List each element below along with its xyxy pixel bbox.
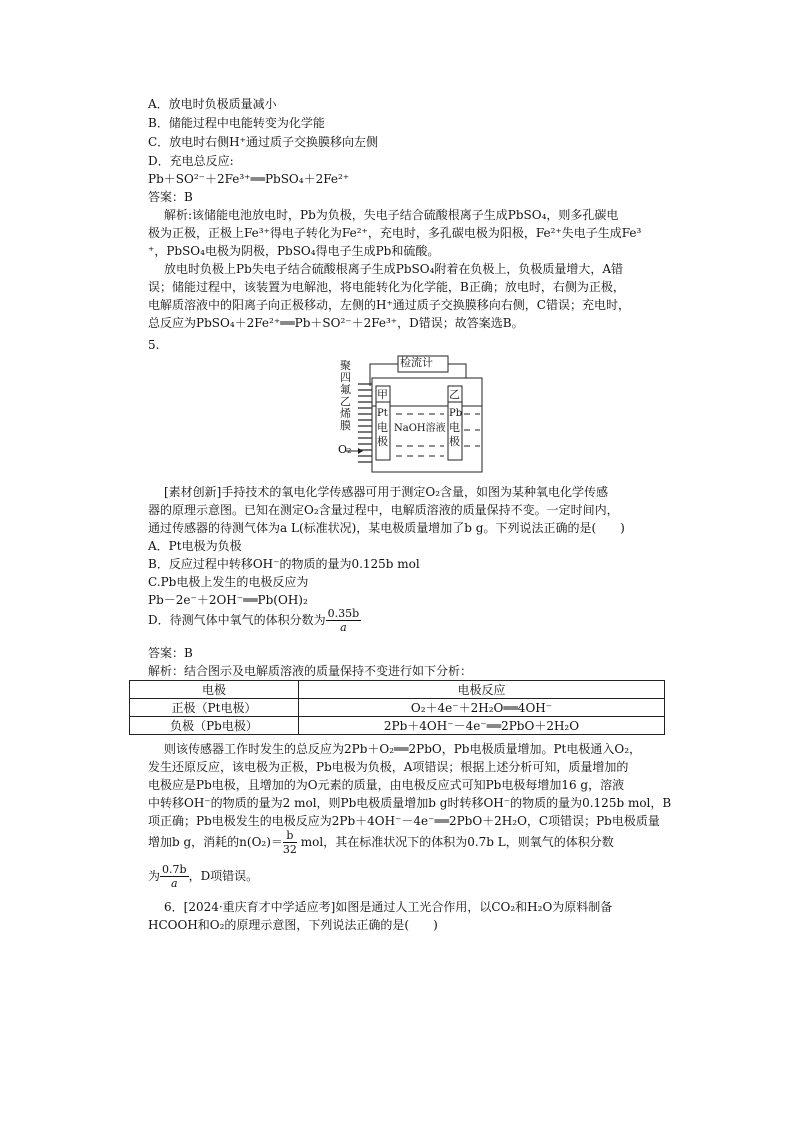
q4-option-c: C．放电时右侧H⁺通过质子交换膜移向左侧 [148, 135, 378, 149]
oxygen-sensor-diagram [336, 350, 486, 474]
denominator: 32 [282, 843, 297, 856]
fraction [326, 607, 362, 634]
q4-analysis-line: 放电时负极上Pb失电子结合硫酸根离子生成PbSO₄附着在负极上，负极质量增大，A错 [164, 262, 624, 276]
left-tag: 甲 [377, 388, 388, 401]
q5-option-c: C.Pb电极上发生的电极反应为 [148, 575, 309, 589]
analysis-text: 为 [148, 869, 161, 883]
q4-analysis-line: ⁺，PbSO₄电极为阴极，PbSO₄得电子生成Pb和硫酸。 [148, 244, 440, 258]
q5-analysis-line [148, 829, 614, 856]
table-cell: 负极（Pb电极） [130, 717, 299, 735]
o2-label: O₂ [338, 443, 352, 456]
q5-option-c-equation: Pb－2e⁻＋2OH⁻══Pb(OH)₂ [148, 593, 308, 607]
denominator: a [340, 621, 347, 634]
q5-option-d [148, 607, 361, 634]
q5-stem-line: 器的原理示意图。已知在测定O₂含量过程中，电解质溶液的质量保持不变。一定时间内， [148, 503, 619, 517]
numerator: 0.7b [162, 863, 187, 876]
q6-stem-line: 6．[2024·重庆育才中学适应考]如图是通过人工光合作用，以CO₂和H₂O为原料制备 [164, 900, 613, 914]
table-header-row [130, 681, 665, 699]
q4-analysis-line: 电解质溶液中的阳离子向正极移动，左侧的H⁺通过质子交换膜移向右侧，C错误；充电时， [148, 298, 630, 312]
q5-analysis-line: 电极应是Pb电极，且增加的为O元素的质量，由电极反应式可知Pb电极每增加16 g，溶液 [148, 778, 625, 792]
table-row [130, 717, 665, 735]
pb-label: 极 [449, 435, 460, 448]
q5-option-a: A．Pt电极为负极 [148, 539, 242, 553]
q4-option-b: B．储能过程中电能转变为化学能 [148, 116, 325, 130]
q5-stem-line: [素材创新]手持技术的氧电化学传感器可用于测定O₂含量，如图为某种氧电化学传感 [164, 485, 609, 499]
electrode-reaction-table [129, 680, 665, 735]
fraction [160, 863, 189, 890]
q5-analysis-line: 发生还原反应，该电极为正极，Pb电极为负极，A项错误；根据上述分析可知，质量增加的 [148, 760, 629, 774]
membrane-char: 乙 [340, 395, 351, 408]
q4-analysis-line: 解析:该储能电池放电时，Pb为负极，失电子结合硫酸根离子生成PbSO₄，则多孔碳电 [164, 208, 619, 222]
q5-answer: 答案：B [148, 646, 193, 660]
q5-stem-line: 通过传感器的待测气体为a L(标准状况)，某电极质量增加了b g。下列说法正确的是( ) [148, 521, 625, 535]
table-header-cell: 电极反应 [299, 681, 665, 699]
q6-stem-line: HCOOH和O₂的原理示意图，下列说法正确的是( ) [148, 918, 438, 932]
right-tag: 乙 [449, 388, 460, 401]
membrane-char: 氟 [340, 383, 351, 396]
pt-label: Pt [377, 408, 388, 419]
pb-label: Pb [449, 408, 463, 419]
analysis-text: mol，其在标准状况下的体积为0.7b L，则氧气的体积分数 [300, 835, 614, 849]
numerator: b [283, 829, 297, 843]
solution-label: NaOH溶液 [394, 423, 446, 434]
table-header-cell: 电极 [130, 681, 299, 699]
analysis-text: ，D项错误。 [188, 869, 259, 883]
pt-label: 电 [377, 421, 388, 434]
q4-analysis-line: 误；储能过程中，该装置为电解池，将电能转化为化学能，B正确；放电时，右侧为正极， [148, 280, 625, 294]
pt-label: 极 [377, 435, 388, 448]
membrane-char: 膜 [340, 419, 351, 432]
meter-label: 检流计 [400, 356, 433, 369]
membrane-char: 烯 [340, 407, 351, 420]
analysis-text: 增加b g，消耗的n(O₂)＝ [148, 835, 283, 849]
q4-analysis-line: 极为正极，正极上Fe³⁺得电子转化为Fe²⁺，充电时，多孔碳电极为阳极，Fe²⁺失电子生成Fe³ [148, 226, 642, 240]
q5-option-b: B．反应过程中转移OH⁻的物质的量为0.125b mol [148, 557, 420, 571]
pb-label: 电 [449, 421, 460, 434]
q4-answer: 答案：B [148, 190, 193, 204]
membrane-char: 聚 [340, 359, 351, 372]
table-cell: O₂＋4e⁻＋2H₂O══4OH⁻ [299, 699, 665, 717]
q4-analysis-line: 总反应为PbSO₄＋2Fe²⁺══Pb＋SO²⁻＋2Fe³⁺，D错误；故答案选B。 [148, 316, 524, 330]
table-cell: 正极（Pt电极） [130, 699, 299, 717]
denominator: a [171, 877, 178, 890]
fraction [283, 829, 297, 856]
q4-equation: Pb＋SO²⁻＋2Fe³⁺══PbSO₄＋2Fe²⁺ [148, 172, 350, 186]
q5-option-d-text: D．待测气体中氧气的体积分数为 [148, 613, 326, 627]
q5-analysis-line: 项正确；Pb电极发生的电极反应为2Pb＋4OH⁻－4e⁻══2PbO＋2H₂O，C项错误；Pb电极质量 [148, 814, 660, 828]
q5-analysis-line: 中转移OH⁻的物质的量为2 mol，则Pb电极质量增加b g时转移OH⁻的物质的量为0.125b mol，B [148, 796, 672, 810]
q5-analysis-intro: 解析：结合图示及电解质溶液的质量保持不变进行如下分析： [148, 664, 473, 678]
q5-analysis-line [148, 863, 258, 890]
q4-option-d: D．充电总反应: [148, 154, 234, 168]
table-row [130, 699, 665, 717]
q5-number: 5. [148, 338, 160, 352]
q4-option-a: A．放电时负极质量减小 [148, 97, 277, 111]
table-cell: 2Pb＋4OH⁻－4e⁻══2PbO＋2H₂O [299, 717, 665, 735]
membrane-char: 四 [340, 371, 351, 384]
q5-analysis-line: 则该传感器工作时发生的总反应为2Pb＋O₂══2PbO，Pb电极质量增加。Pt电极通入O₂， [164, 742, 642, 756]
numerator: 0.35b [327, 607, 360, 620]
